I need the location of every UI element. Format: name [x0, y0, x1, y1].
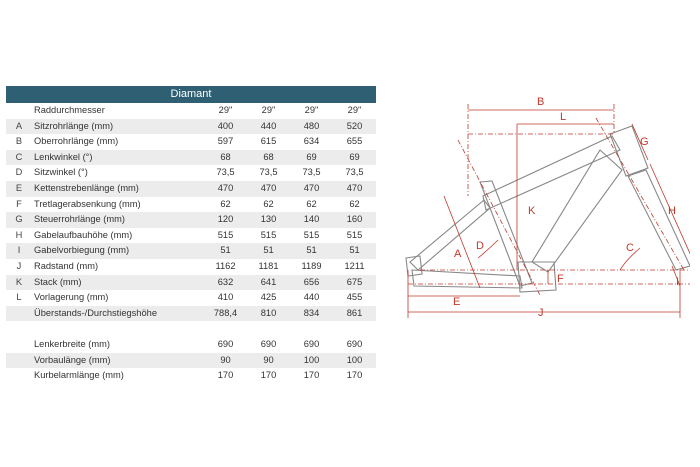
- row-label: Vorlagerung (mm): [34, 292, 109, 303]
- table-row: [6, 243, 376, 259]
- row-code: L: [16, 292, 22, 303]
- row-value: 68: [204, 150, 247, 166]
- row-label: Kurbelarmlänge (mm): [34, 370, 124, 381]
- label-j: J: [538, 307, 544, 319]
- row-value: 90: [247, 353, 290, 369]
- row-value: 690: [346, 338, 363, 349]
- row-value: 29": [218, 105, 233, 115]
- row-code: G: [6, 212, 32, 228]
- row-value: 170: [346, 370, 363, 381]
- row-code: H: [15, 229, 23, 240]
- row-value: 655: [346, 136, 363, 147]
- row-value: 515: [260, 229, 277, 240]
- table-row: [6, 275, 376, 291]
- row-value: 675: [333, 275, 376, 291]
- label-b: B: [537, 96, 545, 108]
- row-code: E: [6, 181, 32, 197]
- row-value: 29": [304, 105, 319, 115]
- bike-frame: [406, 126, 690, 292]
- row-value: 597: [217, 136, 234, 147]
- row-label: Überstands-/Durchstiegshöhe: [32, 306, 204, 322]
- motor-housing: [518, 262, 556, 292]
- table-row: [6, 353, 376, 369]
- row-value: 73,5: [216, 167, 235, 178]
- row-value: 615: [260, 136, 277, 147]
- row-value: 51: [290, 243, 333, 259]
- row-value: 51: [204, 243, 247, 259]
- label-k: K: [528, 205, 536, 217]
- row-value: 120: [204, 212, 247, 228]
- row-value: 68: [247, 150, 290, 166]
- row-value: 861: [333, 306, 376, 322]
- geometry-table: [6, 86, 376, 384]
- row-value: 73,5: [302, 167, 321, 178]
- row-label: Gabelaufbauhöhe (mm): [34, 229, 133, 240]
- label-e: E: [453, 296, 461, 308]
- label-i: I: [676, 276, 680, 288]
- row-value: 170: [217, 370, 234, 381]
- label-f: F: [557, 273, 564, 285]
- row-value: 130: [247, 212, 290, 228]
- row-label: Steuerrohrlänge (mm): [32, 212, 204, 228]
- row-value: 51: [247, 243, 290, 259]
- row-value: 73,5: [345, 167, 364, 178]
- row-label: Sitzwinkel (°): [34, 167, 88, 178]
- row-value: 410: [217, 292, 234, 303]
- row-value: 470: [204, 181, 247, 197]
- label-h: H: [668, 205, 676, 217]
- row-label: Sitzrohrlänge (mm): [32, 119, 204, 135]
- chain-stay: [412, 270, 522, 288]
- table-row: [6, 337, 376, 353]
- row-value: 62: [306, 198, 317, 209]
- row-label: Vorbaulänge (mm): [32, 353, 204, 369]
- label-d: D: [476, 240, 484, 252]
- row-value: 62: [220, 198, 231, 209]
- row-value: 29": [261, 105, 276, 115]
- row-value: 690: [303, 338, 320, 349]
- table-row: [6, 134, 376, 150]
- row-value: 470: [290, 181, 333, 197]
- row-value: 515: [303, 229, 320, 240]
- row-code: [6, 353, 32, 369]
- row-code: D: [15, 167, 23, 178]
- row-value: 834: [290, 306, 333, 322]
- row-value: 656: [290, 275, 333, 291]
- label-c: C: [626, 242, 634, 254]
- row-label: Stack (mm): [32, 275, 204, 291]
- table-row: [6, 197, 376, 213]
- row-value: 170: [303, 370, 320, 381]
- label-a: A: [454, 248, 462, 260]
- row-value: 1162: [215, 260, 236, 271]
- head-tube: [610, 126, 648, 176]
- row-value: 470: [247, 181, 290, 197]
- row-value: 632: [204, 275, 247, 291]
- table-row: [6, 306, 376, 322]
- row-code: A: [6, 119, 32, 135]
- row-label: Lenkerbreite (mm): [34, 338, 110, 349]
- label-g: G: [640, 136, 649, 148]
- label-l: L: [560, 111, 567, 123]
- table-row: [6, 259, 376, 275]
- row-value: 520: [333, 119, 376, 135]
- row-value: 160: [333, 212, 376, 228]
- row-label: Raddurchmesser: [34, 105, 105, 115]
- row-value: 1181: [258, 260, 279, 271]
- row-value: 515: [346, 229, 363, 240]
- row-label: Lenkwinkel (°): [32, 150, 204, 166]
- row-label: Tretlagerabsenkung (mm): [34, 198, 141, 209]
- row-code: C: [6, 150, 32, 166]
- row-code: K: [6, 275, 32, 291]
- dimension-labels: [453, 96, 679, 319]
- row-code: [6, 368, 32, 384]
- row-code: [6, 337, 32, 353]
- row-value: 1189: [301, 260, 322, 271]
- row-value: 69: [290, 150, 333, 166]
- table-row: [6, 103, 376, 119]
- row-value: 62: [349, 198, 360, 209]
- row-value: 470: [333, 181, 376, 197]
- row-value: 440: [247, 119, 290, 135]
- row-code: [6, 306, 32, 322]
- row-code: I: [6, 243, 32, 259]
- row-value: 690: [217, 338, 234, 349]
- row-value: 425: [260, 292, 277, 303]
- table-row: [6, 212, 376, 228]
- row-value: 455: [346, 292, 363, 303]
- table-row: [6, 290, 376, 306]
- row-code: B: [15, 136, 23, 147]
- row-value: 400: [204, 119, 247, 135]
- row-value: 62: [263, 198, 274, 209]
- row-label: Radstand (mm): [34, 260, 99, 271]
- table-row: [6, 150, 376, 166]
- table-row: [6, 165, 376, 181]
- row-value: 140: [290, 212, 333, 228]
- down-tube: [532, 150, 622, 272]
- table-row: [6, 181, 376, 197]
- row-value: 788,4: [204, 306, 247, 322]
- row-value: 440: [303, 292, 320, 303]
- top-tube: [483, 136, 620, 210]
- row-value: 51: [333, 243, 376, 259]
- row-value: 641: [247, 275, 290, 291]
- row-value: 170: [260, 370, 277, 381]
- row-value: 29": [347, 105, 362, 115]
- table-row: [6, 228, 376, 244]
- row-value: 100: [333, 353, 376, 369]
- row-label: Gabelvorbiegung (mm): [32, 243, 204, 259]
- row-value: 90: [204, 353, 247, 369]
- table-title-row: [6, 86, 376, 103]
- row-value: 690: [260, 338, 277, 349]
- row-value: 515: [217, 229, 234, 240]
- row-value: 634: [303, 136, 320, 147]
- row-value: 810: [247, 306, 290, 322]
- row-label: Oberrohrlänge (mm): [34, 136, 119, 147]
- row-code: J: [16, 260, 22, 271]
- row-value: 100: [290, 353, 333, 369]
- row-code: [6, 103, 32, 119]
- table-spacer: [6, 321, 376, 337]
- table-row: [6, 119, 376, 135]
- spacer-cell: [6, 321, 376, 337]
- row-value: 73,5: [259, 167, 278, 178]
- row-value: 1211: [344, 260, 365, 271]
- row-value: 69: [333, 150, 376, 166]
- frame-geometry-diagram: [400, 86, 690, 326]
- a-dimension-line: [444, 196, 480, 288]
- table-row: [6, 368, 376, 384]
- table-title: Diamant: [6, 86, 376, 103]
- row-label: Kettenstrebenlänge (mm): [32, 181, 204, 197]
- row-value: 480: [290, 119, 333, 135]
- row-code: F: [16, 198, 22, 209]
